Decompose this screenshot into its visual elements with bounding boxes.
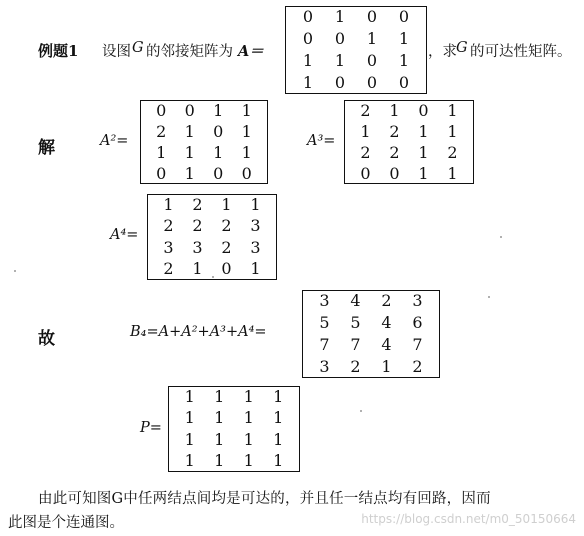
matrix-cell: 1 xyxy=(184,451,195,471)
matrix-cell: 2 xyxy=(163,216,174,236)
matrix-cell: 1 xyxy=(366,29,378,48)
matrix-cell: 1 xyxy=(213,142,224,162)
matrix-cell: 7 xyxy=(350,335,361,354)
example-text-mid: 的邻接矩阵为 xyxy=(146,44,233,60)
matrix-cell: 0 xyxy=(389,163,400,183)
example-A-eq: A＝ xyxy=(238,43,264,60)
matrix-cell: 1 xyxy=(398,29,410,48)
matrix-cell: 0 xyxy=(241,163,252,183)
matrix-cell: 1 xyxy=(447,100,458,120)
matrix-cell: 2 xyxy=(192,194,203,214)
matrix-cell: 7 xyxy=(412,335,423,354)
matrix-cell: 2 xyxy=(381,291,392,310)
matrix-cell: 1 xyxy=(273,408,284,428)
matrix-cell: 1 xyxy=(398,51,410,70)
matrix-cell: 7 xyxy=(319,335,330,354)
example-label: 例题1 xyxy=(38,42,79,60)
A4-label: A⁴= xyxy=(110,227,139,243)
matrix-cell: 1 xyxy=(184,386,195,406)
matrix-cell: 1 xyxy=(250,194,261,214)
matrix-cell: 1 xyxy=(163,194,174,214)
conclusion-line-2: 此图是个连通图。 xyxy=(8,515,124,531)
matrix-A-grid xyxy=(286,6,426,94)
matrix-cell: 1 xyxy=(213,100,224,120)
matrix-cell: 1 xyxy=(273,386,284,406)
matrix-cell: 2 xyxy=(350,357,361,376)
matrix-cell: 0 xyxy=(156,163,167,183)
matrix-cell: 0 xyxy=(366,73,378,92)
matrix-cell: 1 xyxy=(302,51,314,70)
B4-label: B₄=A+A²+A³+A⁴= xyxy=(130,324,267,340)
matrix-cell: 5 xyxy=(350,313,361,332)
conclusion-line-1: 由此可知图G中任两结点间均是可达的，并且任一结点均有回路，因而 xyxy=(38,491,491,507)
matrix-cell: 1 xyxy=(184,408,195,428)
matrix-cell: 1 xyxy=(241,121,252,141)
matrix-cell: 1 xyxy=(381,357,392,376)
scan-speck xyxy=(14,270,16,272)
matrix-cell: 3 xyxy=(163,237,174,257)
matrix-cell: 2 xyxy=(389,142,400,162)
matrix-cell: 3 xyxy=(412,291,423,310)
scan-speck xyxy=(488,296,490,298)
P-label: P= xyxy=(140,420,162,436)
matrix-P xyxy=(168,386,300,472)
matrix-cell: 1 xyxy=(214,408,225,428)
matrix-A3 xyxy=(344,100,474,184)
matrix-cell: 5 xyxy=(319,313,330,332)
example-G-2: G xyxy=(456,40,468,56)
matrix-cell: 2 xyxy=(447,142,458,162)
matrix-cell: 1 xyxy=(250,259,261,279)
scan-speck xyxy=(360,410,362,412)
watermark: https://blog.csdn.net/m0_50150664 xyxy=(361,512,576,526)
matrix-B4 xyxy=(302,290,440,378)
matrix-A3-grid xyxy=(345,100,473,184)
matrix-cell: 1 xyxy=(243,386,254,406)
matrix-P-grid xyxy=(169,386,299,472)
matrix-cell: 1 xyxy=(214,429,225,449)
matrix-cell: 0 xyxy=(360,163,371,183)
matrix-cell: 0 xyxy=(334,29,346,48)
matrix-cell: 0 xyxy=(366,7,378,26)
matrix-cell: 3 xyxy=(319,291,330,310)
matrix-A4-grid xyxy=(148,194,276,280)
scan-speck xyxy=(212,276,214,278)
matrix-cell: 1 xyxy=(243,429,254,449)
matrix-cell: 1 xyxy=(156,142,167,162)
matrix-cell: 1 xyxy=(447,163,458,183)
matrix-cell: 2 xyxy=(156,121,167,141)
scan-speck xyxy=(500,236,502,238)
matrix-A2-grid xyxy=(141,100,267,184)
matrix-B4-grid xyxy=(303,290,439,378)
matrix-cell: 0 xyxy=(156,100,167,120)
matrix-cell: 1 xyxy=(241,100,252,120)
matrix-cell: 1 xyxy=(418,163,429,183)
A3-label: A³= xyxy=(307,133,336,149)
matrix-cell: 1 xyxy=(334,7,346,26)
example-G-1: G xyxy=(132,40,144,56)
matrix-cell: 1 xyxy=(184,163,195,183)
matrix-cell: 1 xyxy=(214,451,225,471)
matrix-cell: 1 xyxy=(418,142,429,162)
matrix-cell: 1 xyxy=(184,429,195,449)
therefore-label: 故 xyxy=(38,329,55,349)
matrix-cell: 1 xyxy=(273,451,284,471)
matrix-cell: 2 xyxy=(412,357,423,376)
matrix-cell: 0 xyxy=(418,100,429,120)
matrix-cell: 0 xyxy=(334,73,346,92)
matrix-A2 xyxy=(140,100,268,184)
matrix-cell: 0 xyxy=(302,29,314,48)
matrix-cell: 3 xyxy=(319,357,330,376)
matrix-cell: 4 xyxy=(381,335,392,354)
matrix-cell: 1 xyxy=(184,142,195,162)
matrix-cell: 4 xyxy=(350,291,361,310)
matrix-cell: 0 xyxy=(184,100,195,120)
matrix-cell: 1 xyxy=(418,121,429,141)
matrix-cell: 0 xyxy=(398,7,410,26)
matrix-cell: 2 xyxy=(163,259,174,279)
matrix-cell: 2 xyxy=(360,100,371,120)
matrix-cell: 1 xyxy=(389,100,400,120)
example-text-post: ，求 xyxy=(428,44,457,60)
matrix-cell: 0 xyxy=(213,163,224,183)
matrix-cell: 1 xyxy=(221,194,232,214)
matrix-cell: 3 xyxy=(250,237,261,257)
matrix-cell: 1 xyxy=(192,259,203,279)
matrix-cell: 1 xyxy=(214,386,225,406)
matrix-cell: 0 xyxy=(398,73,410,92)
matrix-cell: 1 xyxy=(241,142,252,162)
matrix-cell: 1 xyxy=(302,73,314,92)
matrix-A4 xyxy=(147,194,277,280)
matrix-cell: 0 xyxy=(302,7,314,26)
matrix-cell: 3 xyxy=(192,237,203,257)
matrix-cell: 1 xyxy=(447,121,458,141)
example-text-pre: 设图 xyxy=(102,44,131,60)
matrix-cell: 1 xyxy=(243,408,254,428)
matrix-cell: 2 xyxy=(192,216,203,236)
solution-label: 解 xyxy=(38,138,55,158)
matrix-cell: 1 xyxy=(273,429,284,449)
matrix-cell: 1 xyxy=(243,451,254,471)
matrix-cell: 0 xyxy=(213,121,224,141)
example-text-end: 的可达性矩阵。 xyxy=(470,44,572,60)
matrix-cell: 2 xyxy=(221,237,232,257)
matrix-cell: 1 xyxy=(184,121,195,141)
A2-label: A²= xyxy=(100,133,129,149)
matrix-cell: 2 xyxy=(221,216,232,236)
matrix-cell: 1 xyxy=(334,51,346,70)
matrix-cell: 0 xyxy=(366,51,378,70)
matrix-cell: 2 xyxy=(360,142,371,162)
matrix-A xyxy=(285,6,427,94)
matrix-cell: 6 xyxy=(412,313,423,332)
matrix-cell: 1 xyxy=(360,121,371,141)
matrix-cell: 2 xyxy=(389,121,400,141)
matrix-cell: 4 xyxy=(381,313,392,332)
matrix-cell: 0 xyxy=(221,259,232,279)
matrix-cell: 3 xyxy=(250,216,261,236)
